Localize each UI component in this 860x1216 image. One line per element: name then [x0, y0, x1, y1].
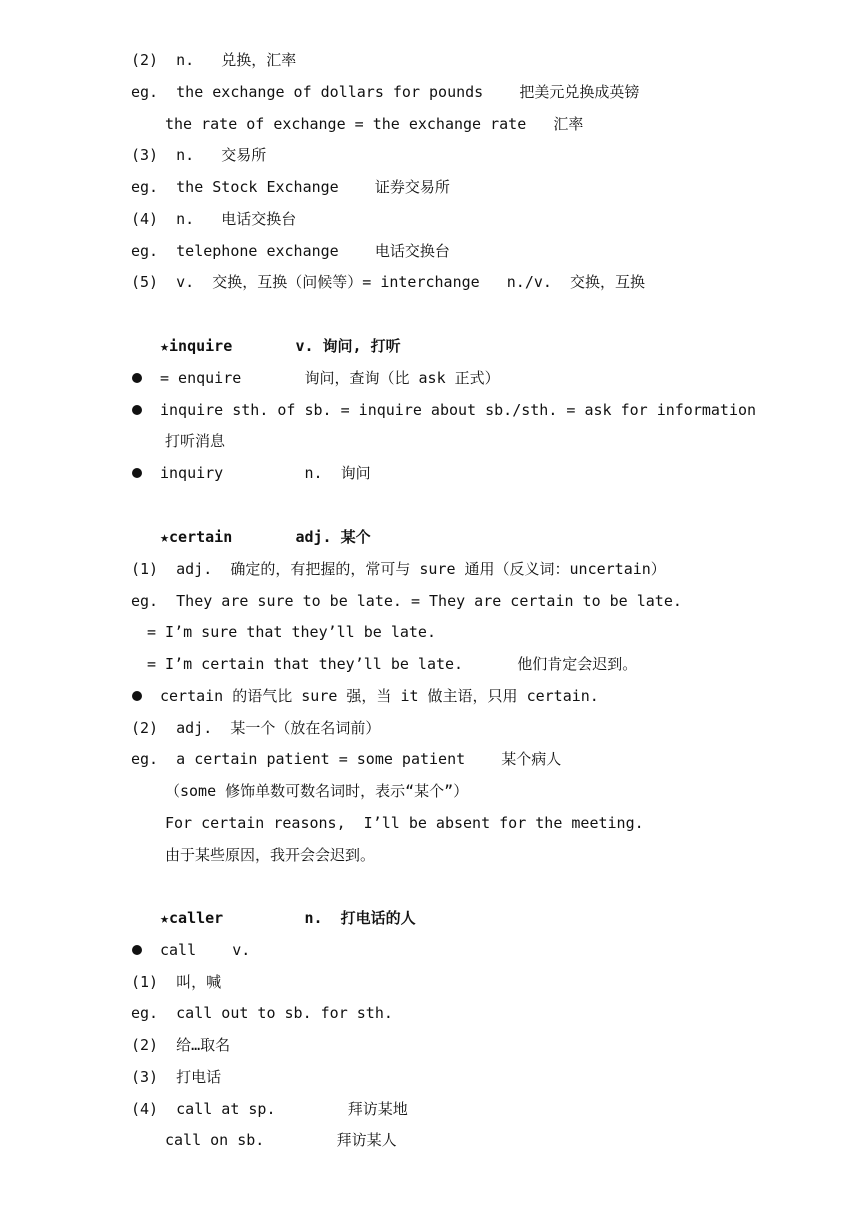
certain-example-1: eg. They are sure to be late. = They are certain to be late.	[131, 592, 682, 610]
certain-sense-2: (2) adj. 某一个（放在名词前）	[131, 719, 381, 737]
exchange-example-4: eg. telephone exchange 电话交换台	[131, 242, 450, 260]
certain-example-1c: = I’m certain that they’ll be late. 他们肯定会迟到。	[147, 655, 638, 673]
certain-note: certain 的语气比 sure 强，当 it 做主语，只用 certain.	[160, 687, 599, 705]
exchange-example-2: eg. the exchange of dollars for pounds 把美元兑换成英镑	[131, 83, 640, 101]
bullet-icon	[132, 691, 142, 701]
exchange-sense-5: (5) v. 交换，互换（问候等）= interchange n./v. 交换，互换	[131, 273, 645, 291]
call-example-1: eg. call out to sb. for sth.	[131, 1004, 393, 1022]
call-sense-2: (2) 给…取名	[131, 1036, 231, 1054]
certain-example-2b-translation: 由于某些原因，我开会会迟到。	[165, 846, 376, 864]
certain-example-2b: For certain reasons, I’ll be absent for the meeting.	[165, 814, 644, 832]
certain-example-1b: = I’m sure that they’ll be late.	[147, 623, 436, 641]
call-sense-1: (1) 叫，喊	[131, 973, 222, 991]
exchange-sense-2: (2) n. 兑换，汇率	[131, 51, 297, 69]
bullet-icon	[132, 373, 142, 383]
exchange-sense-4: (4) n. 电话交换台	[131, 210, 297, 228]
inquire-point-2-continued: 打听消息	[165, 432, 226, 450]
exchange-example-3: eg. the Stock Exchange 证券交易所	[131, 178, 450, 196]
call-sense-4: (4) call at sp. 拜访某地	[131, 1100, 408, 1118]
call-sense-4b: call on sb. 拜访某人	[165, 1131, 397, 1149]
caller-heading: ★caller n. 打电话的人	[160, 909, 416, 927]
certain-example-2: eg. a certain patient = some patient 某个病人	[131, 750, 562, 768]
caller-point-1: call v.	[160, 941, 251, 959]
certain-sense-1: (1) adj. 确定的，有把握的，常可与 sure 通用（反义词：uncertain）	[131, 560, 666, 578]
certain-example-2-note: （some 修饰单数可数名词时，表示“某个”）	[165, 782, 469, 800]
inquire-heading: ★inquire v. 询问, 打听	[160, 337, 401, 355]
bullet-icon	[132, 945, 142, 955]
call-sense-3: (3) 打电话	[131, 1068, 222, 1086]
bullet-icon	[132, 468, 142, 478]
certain-heading: ★certain adj. 某个	[160, 528, 371, 546]
exchange-sense-3: (3) n. 交易所	[131, 146, 267, 164]
inquire-point-3: inquiry n. 询问	[160, 464, 371, 482]
inquire-point-2: inquire sth. of sb. = inquire about sb./sth. = ask for information	[160, 401, 757, 419]
inquire-point-1: = enquire 询问，查询（比 ask 正式）	[160, 369, 500, 387]
exchange-example-2b: the rate of exchange = the exchange rate 汇率	[165, 115, 584, 133]
bullet-icon	[132, 405, 142, 415]
